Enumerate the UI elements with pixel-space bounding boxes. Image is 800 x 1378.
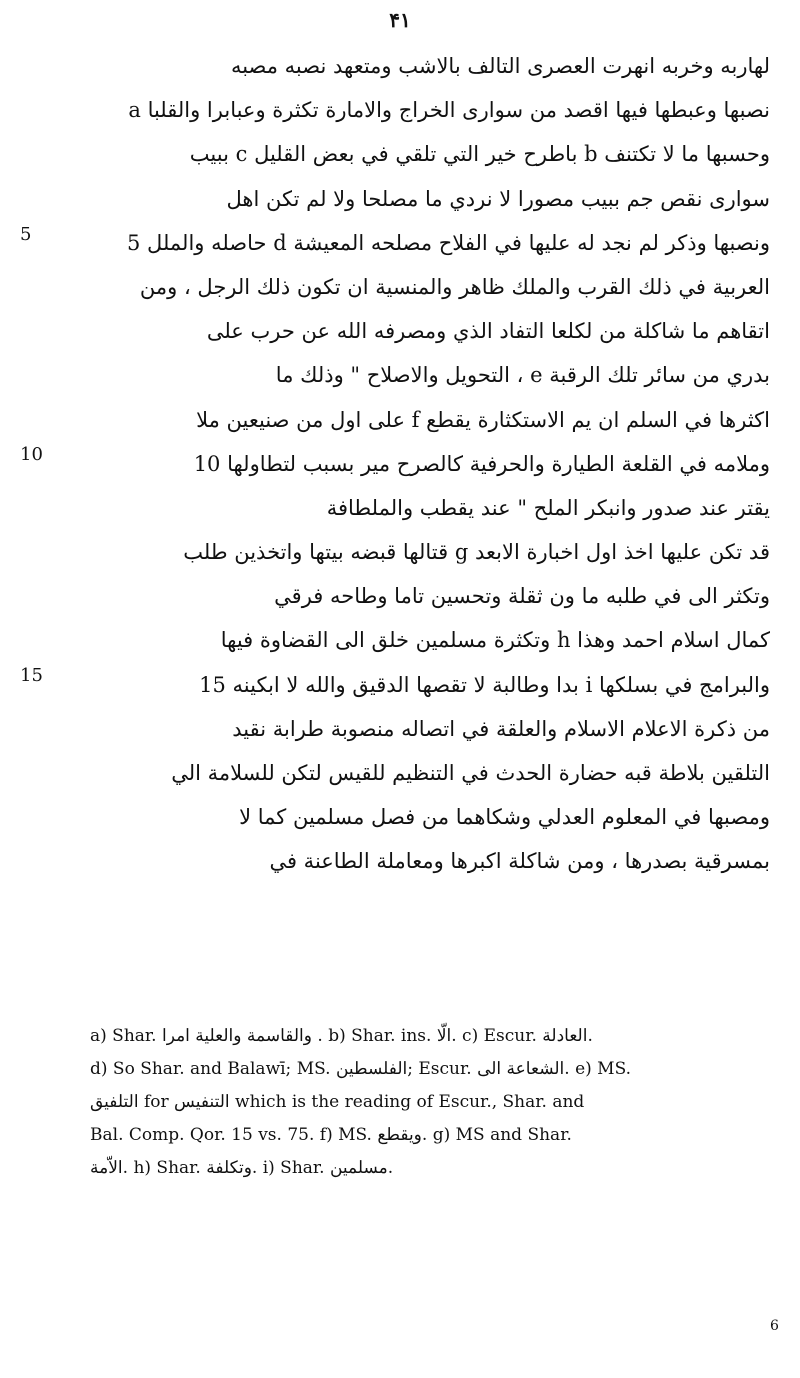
text-line: قد تكن عليها اخذ اول اخبارة الابعد g قتالها قبضه بيتها واتخذين طلب (183, 540, 770, 565)
text-line: والبرامج في بسلكها i بدا وطالبة لا تقصها الدقيق والله لا ابكينه 15 (199, 672, 770, 697)
text-line: يقتر عند صدور وانبكر الملح " عند يقطب والملطافة (326, 495, 770, 520)
text-line: العربية في ذلك القرب والملك ظاهر والمنسية ان تكون ذلك الرجل ، ومن (139, 274, 770, 299)
footnotes (90, 1020, 770, 1185)
footnote-line: الاّمة. h) Shar. وتكلفة. i) Shar. مسلمين. (90, 1158, 394, 1178)
signature-mark: 6 (770, 1318, 779, 1334)
footnote-line: a) Shar. والقاسمة والعلية امرا . b) Shar. ins. الّا. c) Escur. العادلة. (90, 1026, 593, 1046)
text-line: وملامه في القلعة الطيارة والحرفية كالصرح مير بسبب لتطاولها 10 (193, 451, 770, 476)
text-line: من ذكرة الاعلام الاسلام والعلقة في اتصاله منصوبة طرابة نقيد (232, 716, 770, 741)
text-line: نصبها وعبطها فيها اقصد من سوارى الخراج والامارة تكثرة وعبابرا والقلبا a (128, 98, 770, 123)
page-number: ۴۱ (389, 8, 411, 32)
text-line: وتكثر الى في طلبه ما ون ثقلة وتحسين تاما وطاحه فرقي (274, 584, 770, 609)
text-line: بمسرقية بصدرها ، ومن شاكلة اكبرها ومعاملة الطاعنة في (269, 849, 770, 874)
text-line: سوارى نقص جم ببيب مصورا لا نردي ما مصلحا ولا لم تكن اهل (226, 186, 770, 211)
text-line: التلقين بلاطة قبه حضارة الحدث في التنظيم للقيس لتكن للسلامة الي (171, 761, 770, 785)
line-number: 15 (20, 665, 43, 686)
main-text-body (90, 44, 770, 884)
text-line: ومصبها في المعلوم العدلي وشكاهما من فصل مسلمين كما لا (239, 805, 770, 830)
footnote-line: d) So Shar. and Balawī; MS. الفلسطين; Escur. الشعاعة الى. e) MS. (90, 1059, 632, 1079)
text-line: بدري من سائر تلك الرقبة e ، التحويل والاصلاح " وذلك ما (275, 363, 770, 388)
line-number: 10 (20, 444, 43, 465)
text-line: لهاربه وخربه انهرت العصرى التالف بالاشب ومتعهد نصبه مصبه (230, 54, 770, 78)
text-line: وحسبها ما لا تكتنف b باطرح خير التي تلقي في بعض القليل c ببيب (189, 142, 770, 167)
text-line: ونصبها وذكر لم نجد له عليها في الفلاح مصلحه المعيشة d حاصله والملل 5 (127, 230, 770, 255)
text-line: اكثرها في السلم ان يم الاستكثارة يقطع f على اول من صنيعين ملا (196, 407, 770, 432)
text-line: اتقاهم ما شاكلة من لكلعا التفاد الذي ومصرفه الله عن حرب على (206, 319, 770, 344)
footnote-line: التلفيق for التنفيس which is the reading of Escur., Shar. and (90, 1092, 585, 1112)
footnote-line: Bal. Comp. Qor. 15 vs. 75. f) MS. ويقطع. g) MS and Shar. (90, 1125, 572, 1145)
line-number: 5 (20, 224, 32, 245)
text-line: كمال اسلام احمد وهذا h وتكثرة مسلمين خلق الى القضاوة فيها (220, 628, 770, 653)
